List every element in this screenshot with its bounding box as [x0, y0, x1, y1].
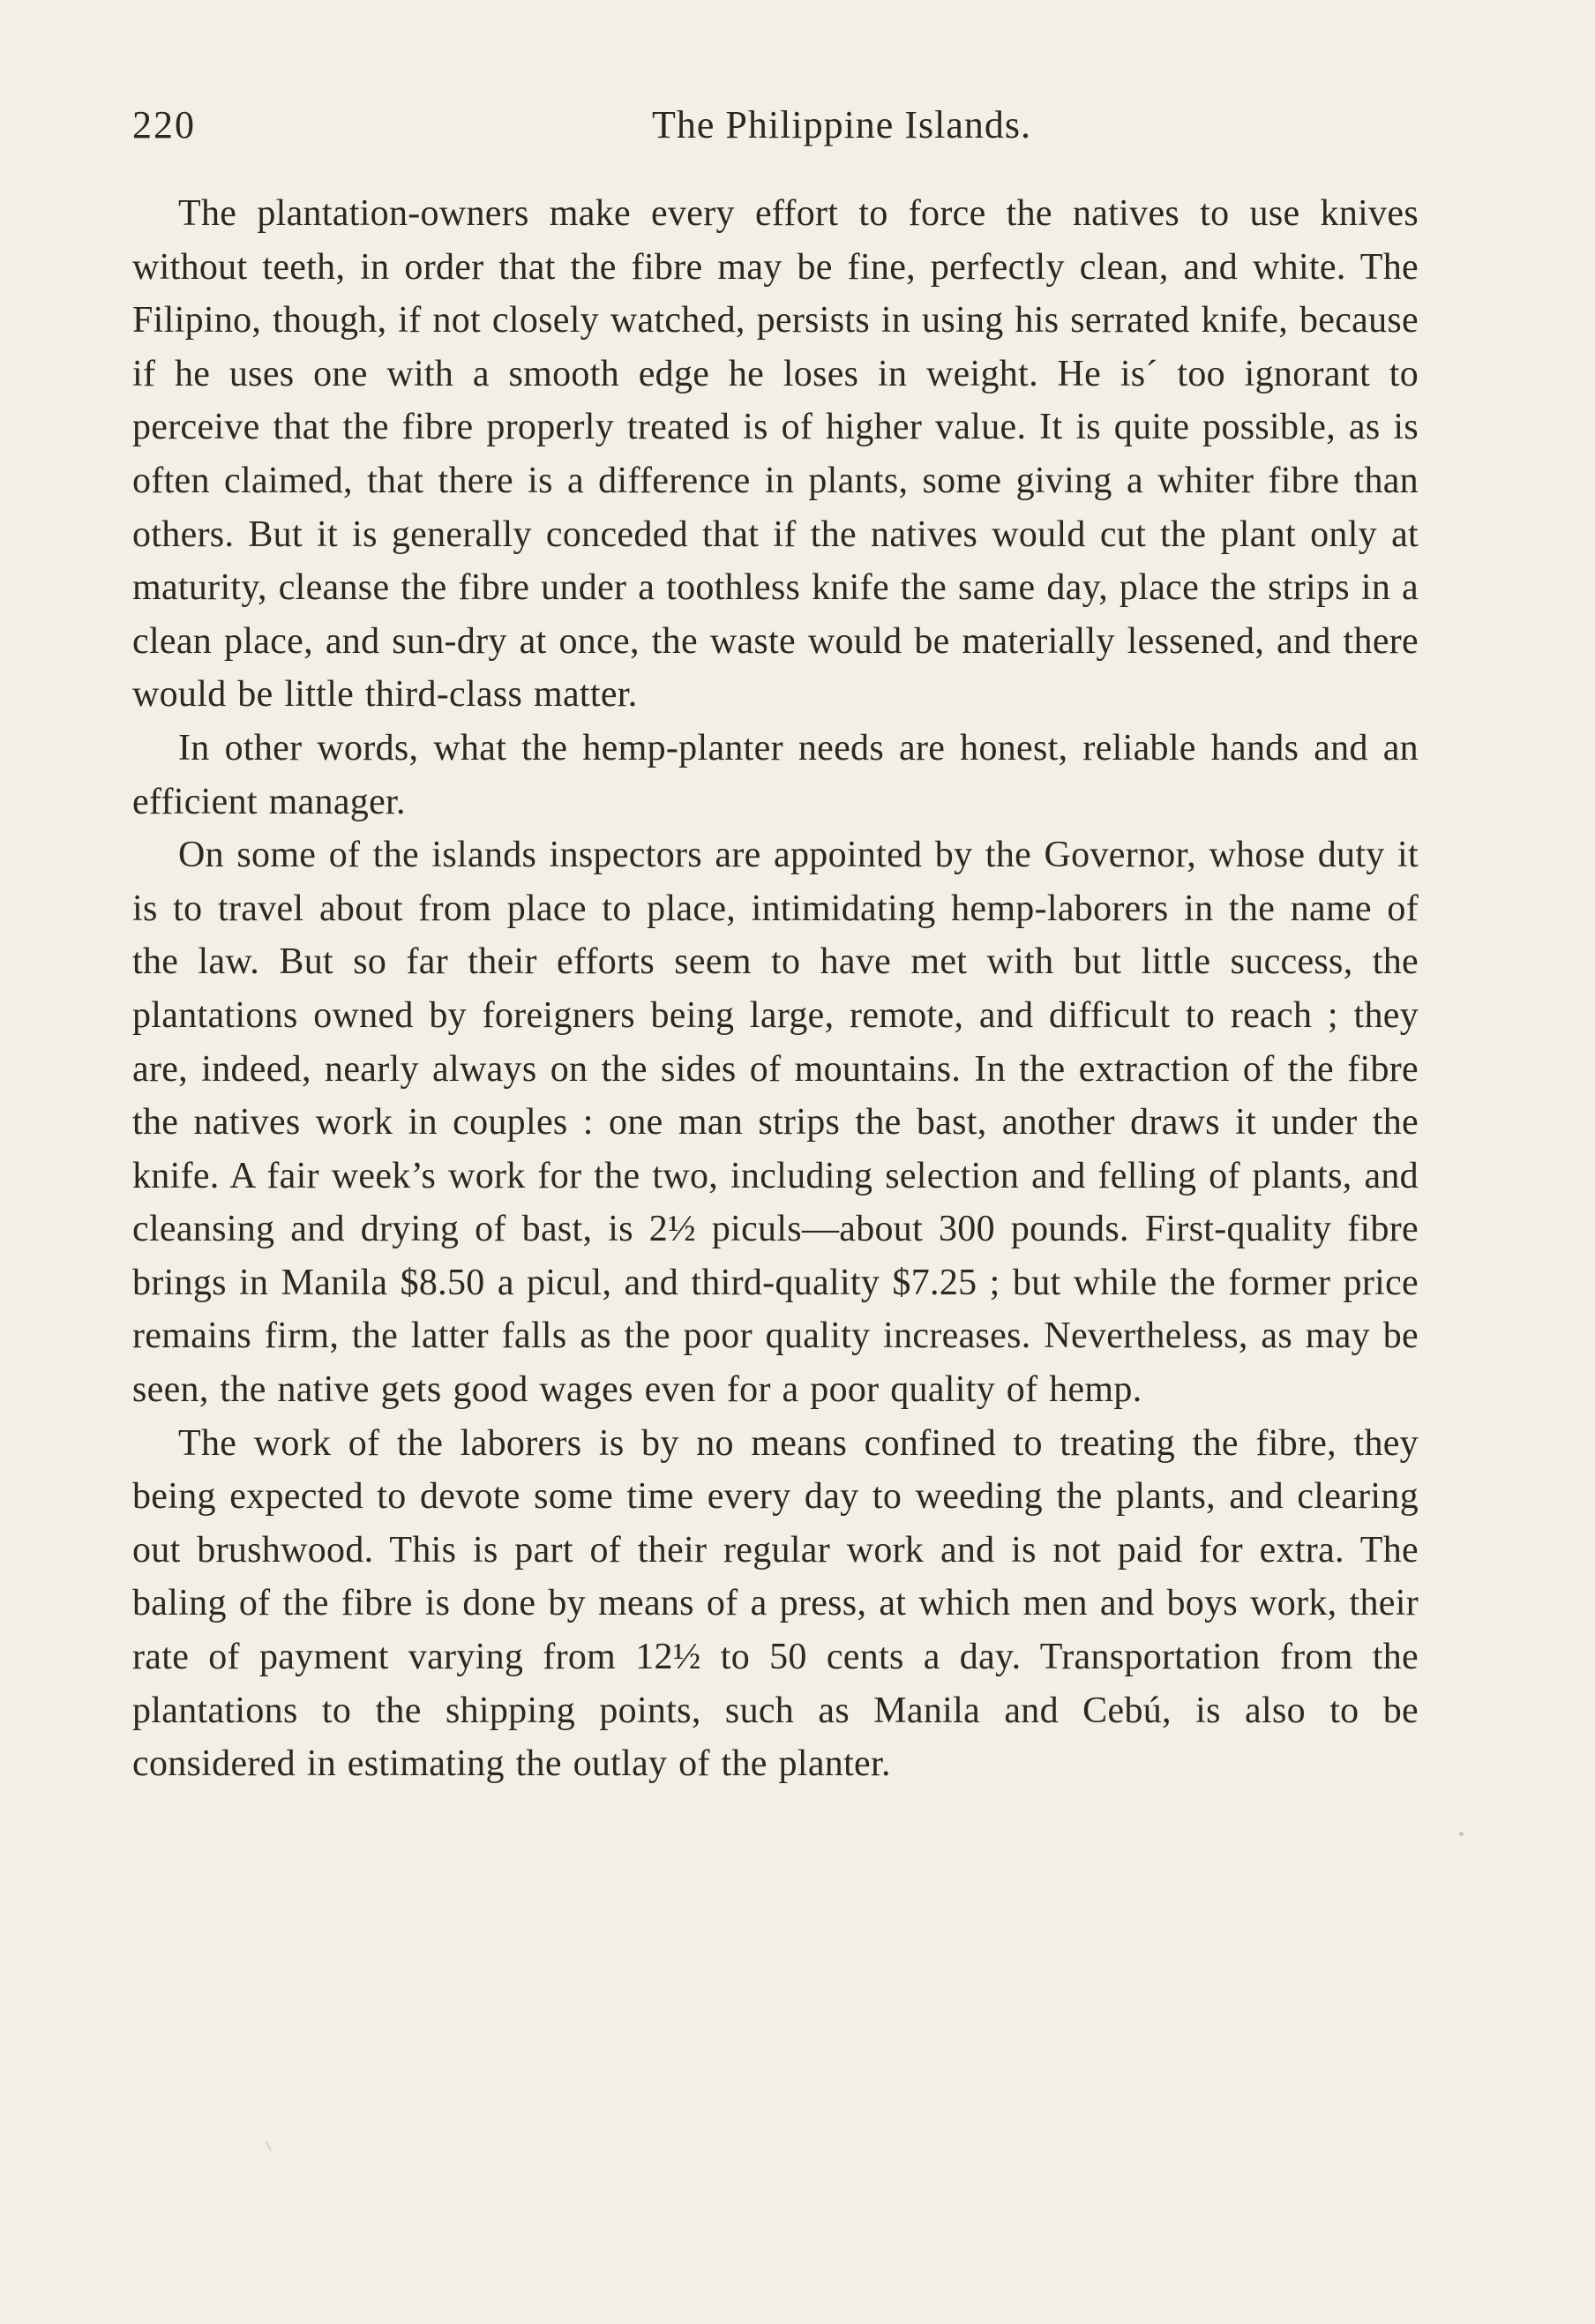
paragraph: In other words, what the hemp-planter needs are honest, reliable hands and an efficient manager. — [132, 727, 1419, 822]
body-text — [132, 187, 1419, 1791]
paragraph: The work of the laborers is by no means confined to treating the fibre, they being expected to devote some time every day to weeding the plants, and clearing out brushwood. This is part of their regular work and is not paid for extra. The baling of the fibre is done by means of a press, at which men and boys work, their rate of payment varying from 12½ to 50 cents a day. Transportation from the plantations to the shipping points, such as Manila and Cebú, is also to be considered in estimating the outlay of the planter. — [132, 1422, 1419, 1785]
page-number: 220 — [132, 103, 196, 146]
paragraph: The plantation-owners make every effort to force the natives to use knives without teeth, in order that the fibre may be fine, perfectly clean, and white. The Filipino, though, if not closely watched, persists in using his serrated knife, because if he uses one with a smooth edge he loses in weight. He is´ too ignorant to perceive that the fibre properly treated is of higher value. It is quite possible, as is often claimed, that there is a difference in plants, some giving a whiter fibre than others. But it is generally conceded that if the natives would cut the plant only at maturity, cleanse the fibre under a toothless knife the same day, place the strips in a clean place, and sun-dry at once, the waste would be materially lessened, and there would be little third-class matter. — [132, 193, 1419, 716]
paragraph: On some of the islands inspectors are appointed by the Governor, whose duty it is to travel about from place to place, intimidating hemp-laborers in the name of the law. But so far their efforts seem to have met with but little success, the plantations owned by foreigners being large, remote, and difficult to reach ; they are, indeed, nearly always on the sides of mountains. In the extraction of the fibre the natives work in couples : one man strips the bast, another draws it under the knife. A fair week’s work for the two, including selection and felling of plants, and cleansing and drying of bast, is 2½ piculs—about 300 pounds. First-quality fibre brings in Manila $8.50 a picul, and third-quality $7.25 ; but while the former price remains firm, the latter falls as the poor quality increases. Nevertheless, as may be seen, the native gets good wages even for a poor quality of hemp. — [132, 835, 1419, 1411]
running-head — [132, 99, 1419, 152]
running-title: The Philippine Islands. — [652, 103, 1031, 146]
paper-mark — [265, 2140, 272, 2150]
paper-speck — [1459, 1832, 1464, 1836]
